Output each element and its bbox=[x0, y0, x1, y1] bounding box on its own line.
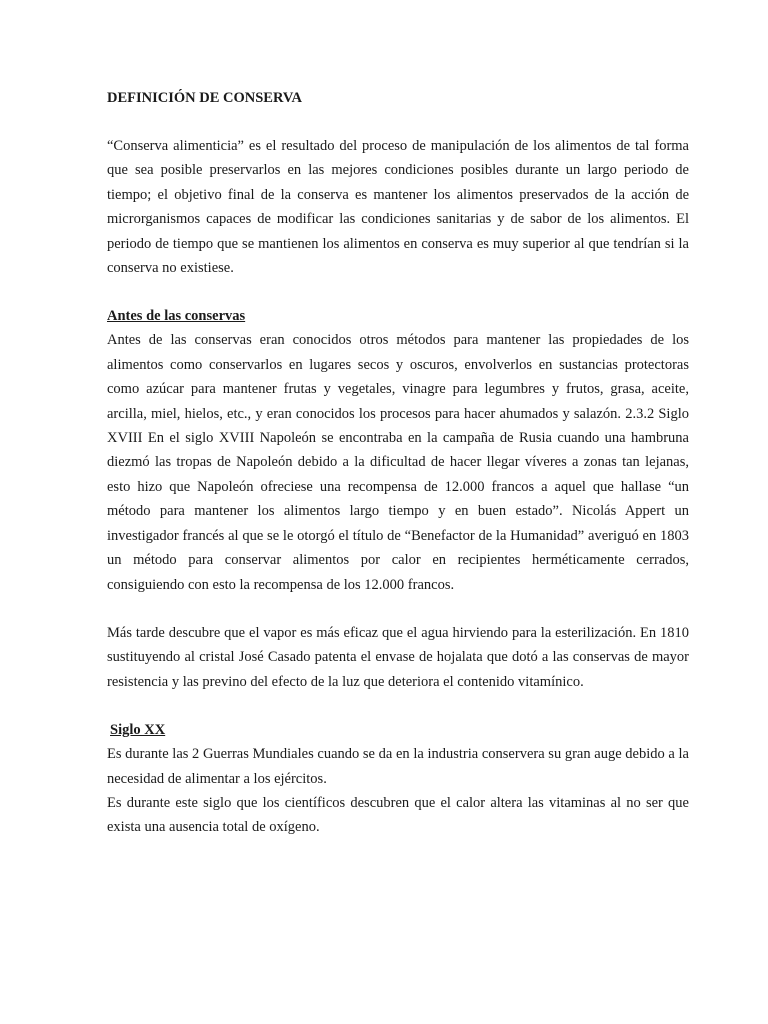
spacer bbox=[107, 597, 689, 621]
section-heading-antes: Antes de las conservas bbox=[107, 308, 246, 325]
intro-paragraph: “Conserva alimenticia” es el resultado del proceso de manipulación de los alimentos de tal forma que sea posible preservarlos en las mejores condiciones posibles durante un largo periodo de tiempo; el objetivo final de la conserva es mantener los alimentos preservados de la acción de microrganismos capaces de modificar las condiciones sanitarias y de sabor de los alimentos. El periodo de tiempo que se mantienen los alimentos en conserva es muy superior al que tendrían si la conserva no existiese. bbox=[107, 138, 689, 277]
section-antes-paragraph-2: Más tarde descubre que el vapor es más eficaz que el agua hirviendo para la esterilización. En 1810 sustituyendo al cristal José Casado patenta el envase de hojalata que dotó a las conservas de mayor resistencia y las previno del efecto de la luz que deteriora el contenido vitamínico. bbox=[107, 624, 689, 690]
document-title: DEFINICIÓN DE CONSERVA bbox=[107, 90, 303, 106]
document-page bbox=[107, 86, 689, 840]
section-heading-siglo-xx: Siglo XX bbox=[110, 722, 166, 739]
section-siglo-xx-paragraph-2: Es durante este siglo que los científicos descubren que el calor altera las vitaminas al no ser que exista una ausencia total de oxígeno. bbox=[107, 794, 689, 836]
section-antes-paragraph: Antes de las conservas eran conocidos otros métodos para mantener las propiedades de los alimentos como conservarlos en lugares secos y oscuros, envolverlos en sustancias protectoras como azúcar para mantener frutas y vegetales, vinagre para legumbres y frutos, grasa, aceite, arcilla, miel, hielos, etc., y eran conocidos los procesos para hacer ahumados y salazón. 2.3.2 Siglo XVIII En el siglo XVIII Napoleón se encontraba en la campaña de Rusia cuando una hambruna diezmó las tropas de Napoleón debido a la dificultad de hacer llegar víveres a zonas tan lejanas, esto hizo que Napoleón ofreciese una recompensa de 12.000 francos a aquel que hallase “un método para mantener los alimentos largo tiempo y en buen estado”. Nicolás Appert un investigador francés al que se le otorgó el título de “Benefactor de la Humanidad” averiguó en 1803 un método para conservar alimentos por calor en recipientes herméticamente cerrados, consiguiendo con esto la recompensa de los 12.000 francos. bbox=[107, 332, 689, 593]
section-siglo-xx-paragraph-1: Es durante las 2 Guerras Mundiales cuando se da en la industria conservera su gran auge debido a la necesidad de alimentar a los ejércitos. bbox=[107, 746, 689, 787]
spacer bbox=[107, 280, 689, 304]
spacer bbox=[107, 694, 689, 718]
